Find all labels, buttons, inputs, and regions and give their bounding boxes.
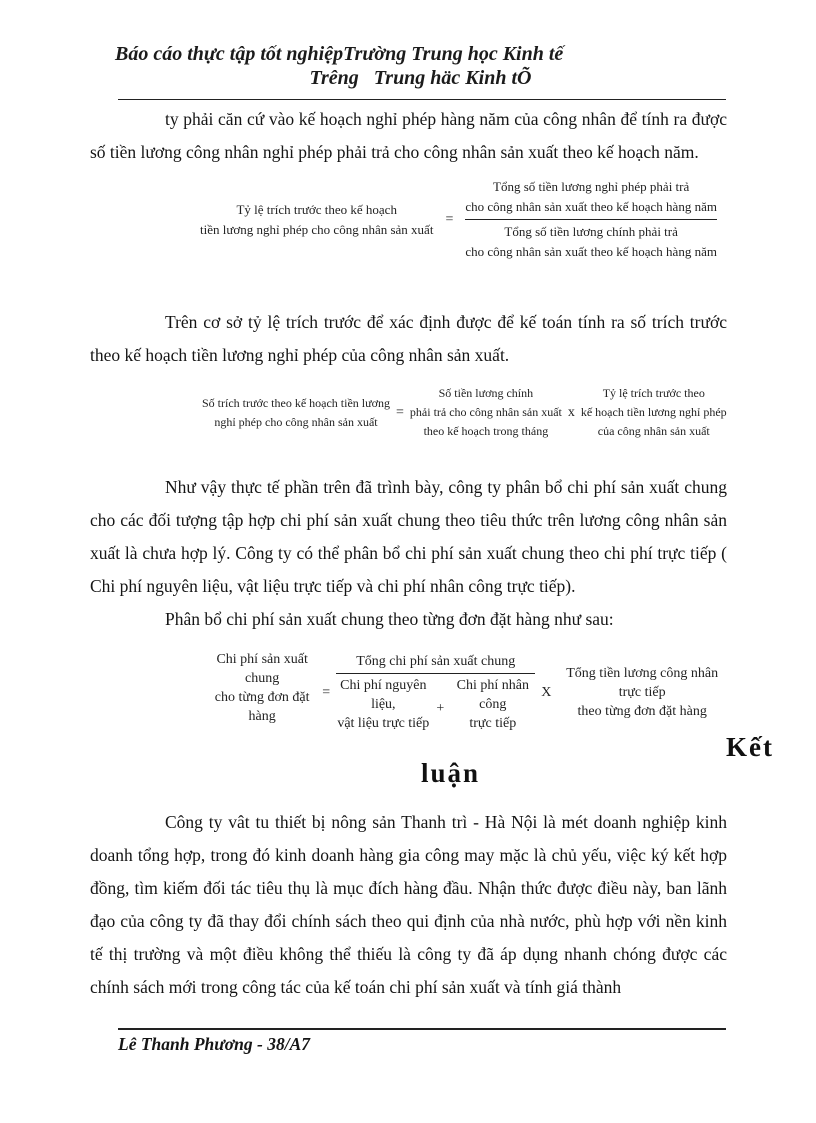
- paragraph-conclusion: Công ty vât tu thiết bị nông sản Thanh trì - Hà Nội là mét doanh nghiệp kinh doanh tổng hợp, trong đó kinh doanh hàng gia công may mặc là chủ yếu, việc ký kết hợp đồng, tìm kiếm đối tác tiêu thụ là mục đích hàng đầu. Nhận thức được điều này, ban lãnh đạo của công ty đã thay đổi chính sách theo qui định của nhà nước, phù hợp với nền kinh tế thị trường và một điều không thể thiếu là công ty đã áp dụng nhanh chóng được các chính sách mới trong công tác của kế toán chi phí sản xuất và tính giá thành: [90, 812, 727, 997]
- formula3-right-line2: theo từng đơn đặt hàng: [577, 703, 707, 719]
- paragraph-overhead-discussion: Như vậy thực tế phần trên đã trình bày, công ty phân bổ chi phí sản xuất chung cho các đối tượng tập hợp chi phí sản xuất chung theo tiêu thức trên lương công nhân sản xuất là chưa hợp lý. Công ty có thể phân bổ chi phí sản xuất chung theo chi phí trực tiếp ( Chi phí nguyên liệu, vật liệu trực tiếp và chi phí nhân công trực tiếp).: [90, 477, 727, 596]
- formula3-left-line2: cho từng đơn đặt hàng: [214, 690, 310, 724]
- formula3-den-b-line2: trực tiếp: [469, 715, 517, 731]
- formula3-left-label: [208, 650, 316, 726]
- page-footer: [118, 1028, 726, 1055]
- formula3-den-labor: [450, 676, 535, 733]
- document-body: [90, 103, 727, 1004]
- multiply-sign: x: [567, 405, 575, 420]
- plus-sign: +: [436, 700, 445, 716]
- formula3-numerator: Tổng chi phí sản xuất chung: [356, 653, 516, 669]
- formula1-left-line2: tiền lương nghỉ phép cho công nhân sản xuất: [200, 221, 434, 237]
- formula1-denominator: [465, 222, 717, 262]
- fraction-bar: [465, 219, 717, 220]
- formula1-den-line2: cho công nhân sản xuất theo kế hoạch hàng năm: [465, 244, 717, 259]
- header-title-line2: Trêng Trung häc Kinh tÕ: [309, 67, 532, 89]
- document-header: [115, 42, 726, 90]
- formula2-mid-line2: phải trả cho công nhân sản xuất: [409, 405, 562, 419]
- formula3-denominator: [336, 676, 535, 733]
- formula3-den-a-line2: vật liệu trực tiếp: [337, 715, 430, 731]
- footer-signature: Lê Thanh Phương - 38/A7: [118, 1034, 310, 1054]
- formula1-numerator: [465, 177, 717, 217]
- formula2-right-line1: Tỷ lệ trích trước theo: [602, 386, 705, 400]
- conclusion-heading-word1: Kết: [726, 732, 774, 762]
- formula2-left-line2: nghỉ phép cho công nhân sản xuất: [214, 414, 378, 429]
- formula3-den-materials: [336, 676, 430, 733]
- equals-sign: =: [322, 684, 331, 700]
- fraction-bar: [336, 673, 535, 674]
- formula-pretax-ratio: [200, 177, 727, 262]
- formula2-mid-line1: Số tiền lương chính: [438, 386, 534, 400]
- formula2-middle-label: [410, 384, 562, 441]
- paragraph-allocation-intro: Phân bổ chi phí sản xuất chung theo từng đơn đặt hàng như sau:: [165, 609, 614, 629]
- formula1-fraction: [465, 177, 717, 262]
- paragraph-ratio-basis: Trên cơ sở tỷ lệ trích trước để xác định được để kế toán tính ra số trích trước theo kế hoạch tiền lương nghỉ phép của công nhân sản xuất.: [90, 312, 727, 365]
- equals-sign: =: [445, 211, 454, 227]
- formula3-den-b-line1: Chi phí nhân công: [456, 677, 529, 712]
- formula2-right-line3: của công nhân sản xuất: [597, 424, 710, 438]
- formula2-right-label: [581, 384, 727, 441]
- conclusion-heading-word2: luận: [421, 758, 481, 788]
- formula2-left-line1: Số trích trước theo kế hoạch tiền lương: [202, 395, 390, 410]
- equals-sign: =: [396, 405, 404, 420]
- formula2-right-line2: kế hoạch tiền lương nghỉ phép: [580, 405, 727, 419]
- formula2-left-label: [202, 394, 390, 432]
- formula3-den-a-line1: Chi phí nguyên liệu,: [340, 677, 427, 712]
- formula1-left-line1: Tỷ lệ trích trước theo kế hoạch: [236, 201, 397, 217]
- formula3-left-line1: Chi phí sản xuất chung: [216, 652, 308, 686]
- formula1-den-line1: Tổng số tiền lương chính phải trả: [504, 224, 678, 239]
- formula-overhead-allocation: [208, 650, 727, 734]
- formula3-right-label: [557, 664, 727, 721]
- formula3-fraction: [336, 652, 535, 733]
- formula1-num-line2: cho công nhân sản xuất theo kế hoạch hàng năm: [465, 199, 717, 214]
- formula-advance-amount: [202, 384, 727, 441]
- header-rule: [118, 99, 726, 100]
- formula3-right-line1: Tổng tiền lương công nhân trực tiếp: [566, 665, 719, 700]
- paragraph-holiday-pay-plan: ty phải căn cứ vào kế hoạch nghỉ phép hàng năm của công nhân để tính ra được số tiền lương công nhân nghỉ phép phải trả cho công nhân sản xuất theo kế hoạch năm.: [90, 109, 727, 162]
- multiply-sign: X: [541, 684, 552, 700]
- header-title-line1: Báo cáo thực tập tốt nghiệpTrường Trung học Kinh tế: [115, 43, 564, 65]
- formula1-left-label: [200, 200, 433, 240]
- formula2-mid-line3: theo kế hoạch trong tháng: [423, 424, 549, 438]
- formula1-num-line1: Tổng số tiền lương nghỉ phép phải trả: [493, 179, 690, 194]
